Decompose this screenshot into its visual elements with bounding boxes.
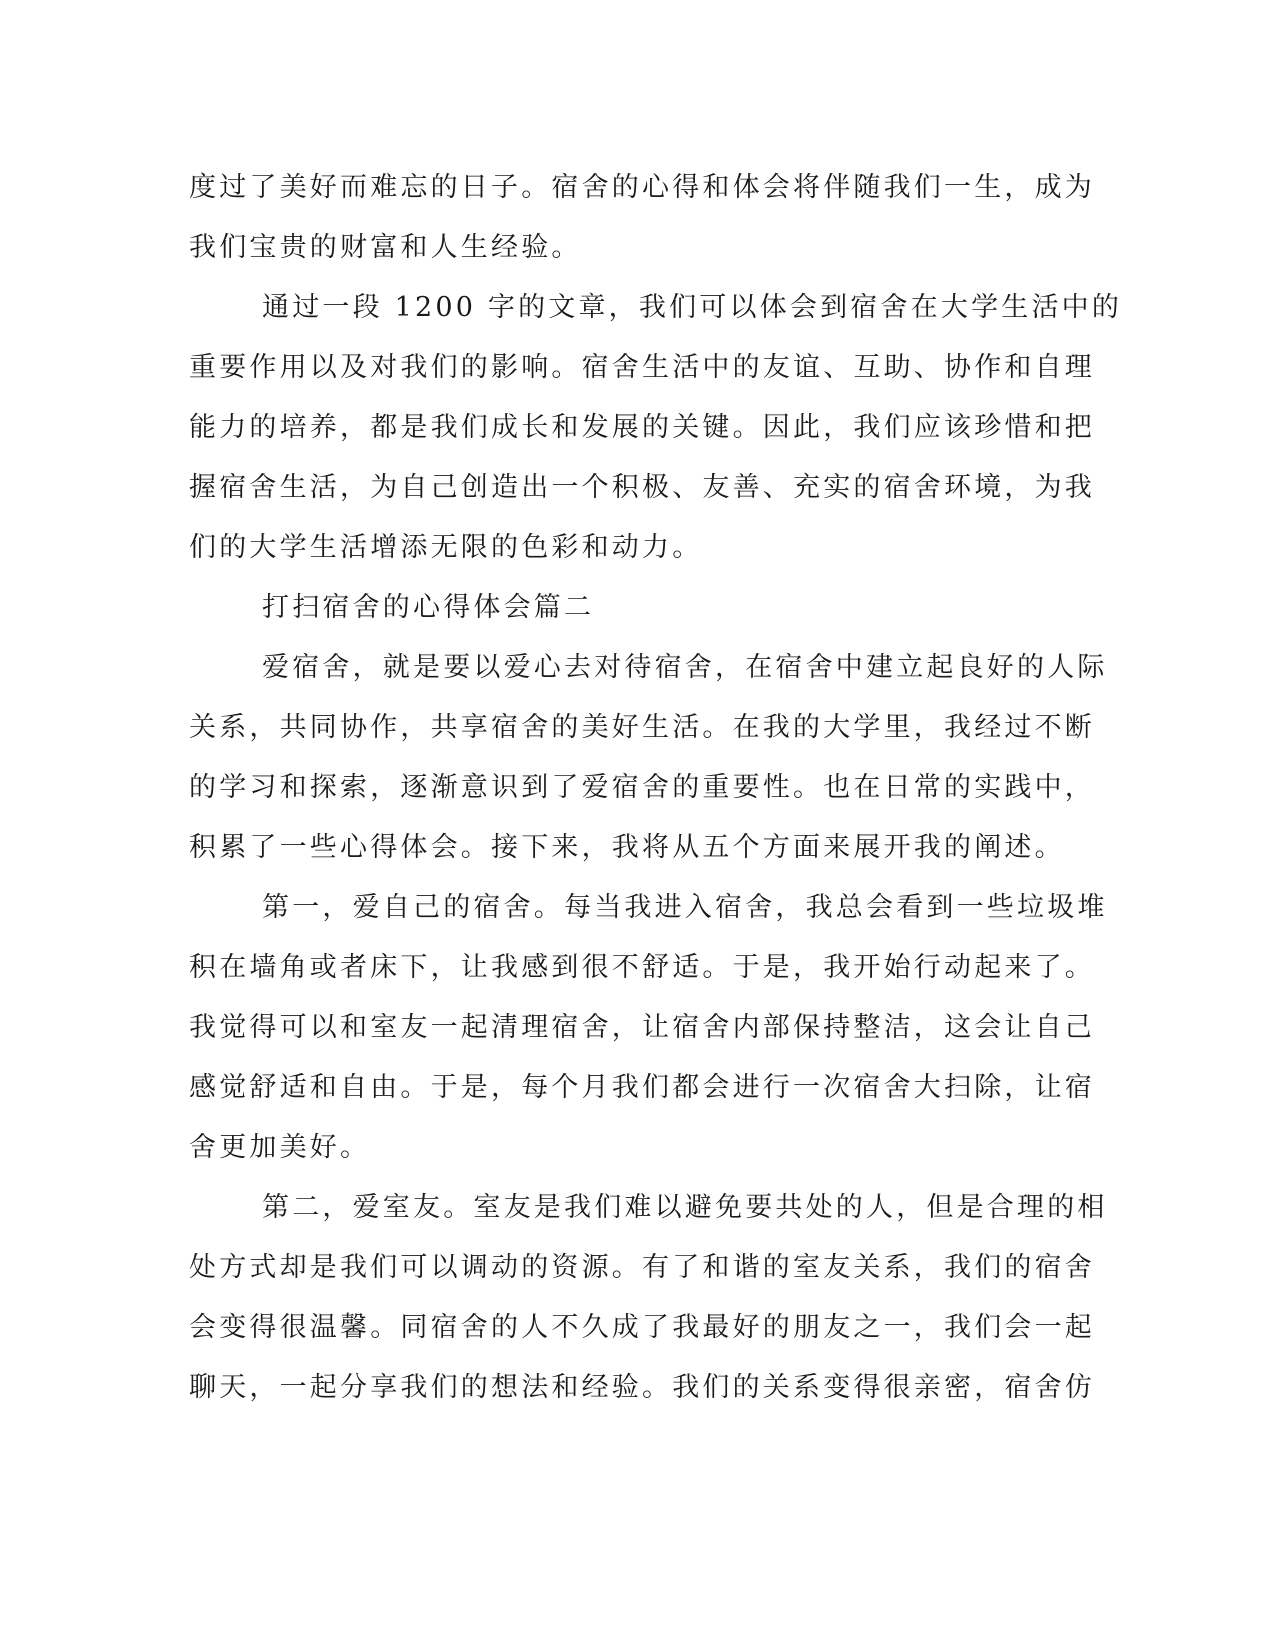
text-line: 聊天，一起分享我们的想法和经验。我们的关系变得很亲密，宿舍仿: [189, 1372, 1095, 1403]
document-body: [189, 158, 1123, 1418]
text-line: 处方式却是我们可以调动的资源。有了和谐的室友关系，我们的宿舍: [189, 1252, 1095, 1283]
text-line: 度过了美好而难忘的日子。宿舍的心得和体会将伴随我们一生，成为: [189, 172, 1095, 203]
text-line: 握宿舍生活，为自己创造出一个积极、友善、充实的宿舍环境，为我: [189, 472, 1095, 503]
text-line: 感觉舒适和自由。于是，每个月我们都会进行一次宿舍大扫除，让宿: [189, 1072, 1095, 1103]
text-line: 能力的培养，都是我们成长和发展的关键。因此，我们应该珍惜和把: [189, 412, 1095, 443]
text-line: 积累了一些心得体会。接下来，我将从五个方面来展开我的阐述。: [189, 832, 1065, 863]
text-line: 舍更加美好。: [189, 1132, 371, 1163]
text-line: 会变得很温馨。同宿舍的人不久成了我最好的朋友之一，我们会一起: [189, 1312, 1095, 1343]
text-line: 爱宿舍，就是要以爱心去对待宿舍，在宿舍中建立起良好的人际: [262, 652, 1108, 683]
section-heading: 打扫宿舍的心得体会篇二: [262, 592, 595, 623]
text-line: 关系，共同协作，共享宿舍的美好生活。在我的大学里，我经过不断: [189, 712, 1095, 743]
text-line: 积在墙角或者床下，让我感到很不舒适。于是，我开始行动起来了。: [189, 952, 1095, 983]
text-line: 的学习和探索，逐渐意识到了爱宿舍的重要性。也在日常的实践中，: [189, 772, 1095, 803]
text-line: 重要作用以及对我们的影响。宿舍生活中的友谊、互助、协作和自理: [189, 352, 1095, 383]
text-line: 通过一段 1200 字的文章，我们可以体会到宿舍在大学生活中的: [262, 292, 1123, 323]
text-line: 第一，爱自己的宿舍。每当我进入宿舍，我总会看到一些垃圾堆: [262, 892, 1108, 923]
text-line: 我觉得可以和室友一起清理宿舍，让宿舍内部保持整洁，这会让自己: [189, 1012, 1095, 1043]
text-line: 我们宝贵的财富和人生经验。: [189, 232, 582, 263]
text-line: 第二，爱室友。室友是我们难以避免要共处的人，但是合理的相: [262, 1192, 1108, 1223]
text-line: 们的大学生活增添无限的色彩和动力。: [189, 532, 703, 563]
